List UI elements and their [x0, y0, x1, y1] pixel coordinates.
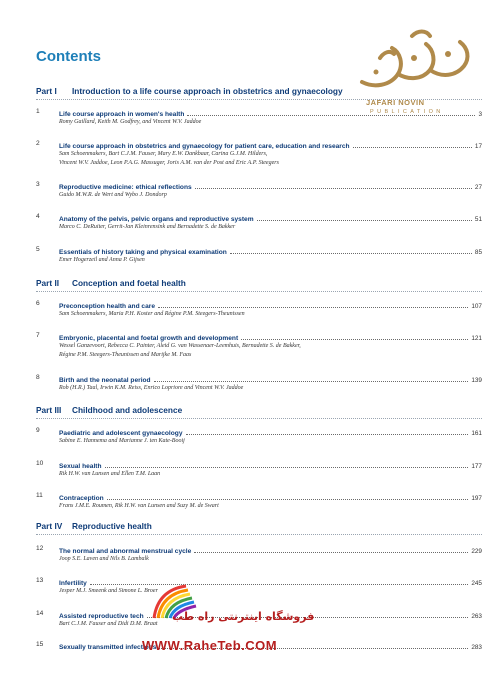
- page-number: 3: [478, 111, 482, 118]
- chapter-authors: Rob (H.R.) Taal, Irwin K.M. Reiss, Enrico Lopriore and Vincent W.V. Jaddoe: [59, 385, 244, 391]
- watermark-persian-text: فروشگاه اینترنتی راه طب: [172, 610, 315, 623]
- store-watermark: [142, 582, 342, 694]
- chapter-number: 9: [36, 427, 40, 434]
- chapter-number: 6: [36, 300, 40, 307]
- part-label: Part IV: [36, 521, 63, 531]
- dot-leader: [241, 338, 468, 340]
- dot-leader: [257, 219, 472, 221]
- chapter-number: 14: [36, 610, 44, 617]
- chapter-number: 11: [36, 492, 43, 499]
- chapter-title[interactable]: Anatomy of the pelvis, pelvic organs and reproductive system: [59, 216, 254, 223]
- page-number: 107: [471, 303, 482, 310]
- publisher-emblem-icon: [352, 28, 482, 98]
- chapter-title[interactable]: Sexually transmitted infections: [59, 644, 157, 651]
- chapter-authors: Frans J.M.E. Roumen, Rik H.W. van Lunsen and Suzy M. de Swart: [59, 503, 219, 509]
- chapter-title[interactable]: Life course approach in women's health: [59, 111, 185, 118]
- chapter-title[interactable]: Embryonic, placental and foetal growth and development: [59, 335, 239, 342]
- page-number: 121: [471, 335, 482, 342]
- chapter-title[interactable]: Assisted reproductive tech: [59, 613, 144, 620]
- part-label: Part I: [36, 86, 57, 96]
- part-divider: [36, 418, 482, 419]
- page-number: 283: [471, 644, 482, 651]
- dot-leader: [194, 551, 468, 553]
- chapter-number: 3: [36, 181, 40, 188]
- chapter-authors: Joop S.E. Laven and Nils B. Lambalk: [59, 556, 149, 562]
- page-number: 161: [471, 430, 482, 437]
- part-label: Part II: [36, 278, 60, 288]
- dot-leader: [158, 306, 468, 308]
- chapter-number: 15: [36, 641, 44, 648]
- part-heading: [36, 405, 182, 415]
- chapter-authors: Vincent W.V. Jaddoe, Leon P.A.G. Massuger, Joris A.M. van der Post and Eric A.P. Steegers: [59, 160, 279, 166]
- page-number: 51: [474, 216, 482, 223]
- dot-leader: [195, 187, 472, 189]
- dot-leader: [230, 252, 472, 254]
- chapter-authors: Sabine E. Hannema and Marianne J. ten Kate-Booij: [59, 438, 185, 444]
- part-divider: [36, 99, 482, 100]
- page-number: 245: [471, 580, 482, 587]
- chapter-authors: Emer Hogerzeil and Anna P. Gijsen: [59, 257, 145, 263]
- chapter-title[interactable]: The normal and abnormal menstrual cycle: [59, 548, 192, 555]
- chapter-authors: Sam Schoenmakers, Maria P.H. Koster and Régine P.M. Steegers-Theunissen: [59, 311, 245, 317]
- chapter-authors: Bart C.J.M. Fauser and Didi D.M. Braat: [59, 621, 158, 627]
- part-title: Childhood and adolescence: [72, 405, 183, 415]
- part-divider: [36, 291, 482, 292]
- chapter-title[interactable]: Contraception: [59, 495, 104, 502]
- chapter-authors: Romy Gaillard, Keith M. Godfrey, and Vincent W.V. Jaddoe: [59, 119, 202, 125]
- chapter-title[interactable]: Birth and the neonatal period: [59, 377, 151, 384]
- chapter-title[interactable]: Sexual health: [59, 463, 102, 470]
- page-number: 139: [471, 377, 482, 384]
- part-divider: [36, 534, 482, 535]
- chapter-title[interactable]: Life course approach in obstetrics and gynaecology for patient care, education and research: [59, 143, 350, 150]
- part-title: Reproductive health: [72, 521, 152, 531]
- chapter-title[interactable]: Preconception health and care: [59, 303, 156, 310]
- dot-leader: [353, 146, 472, 148]
- chapter-authors: Rik H.W. van Lunsen and Ellen T.M. Laan: [59, 471, 161, 477]
- watermark-url: WWW.RaheTeb.COM: [142, 638, 278, 653]
- chapter-authors: Régine P.M. Steegers-Theunissen and Marijke M. Faas: [59, 352, 192, 358]
- chapter-authors: Marco C. DeRuiter, Gerrit-Jan Kleinrensink and Bernadette S. de Bakker: [59, 224, 236, 230]
- chapter-number: 12: [36, 545, 44, 552]
- chapter-authors: Guido M.W.R. de Wert and Wybo J. Dondorp: [59, 192, 167, 198]
- page-number: 197: [471, 495, 482, 502]
- page-number: 263: [471, 613, 482, 620]
- contents-heading: Contents: [36, 48, 101, 65]
- part-title: Conception and foetal health: [72, 278, 186, 288]
- publisher-name: JAFARI NOVIN: [366, 98, 425, 107]
- chapter-number: 10: [36, 460, 44, 467]
- page-number: 27: [474, 184, 482, 191]
- chapter-number: 5: [36, 246, 40, 253]
- page-number: 17: [474, 143, 482, 150]
- chapter-title[interactable]: Essentials of history taking and physical examination: [59, 249, 227, 256]
- dot-leader: [154, 380, 469, 382]
- chapter-number: 7: [36, 332, 40, 339]
- chapter-authors: Jesper M.J. Smeenk and Simone L. Broer: [59, 588, 158, 594]
- part-heading: [36, 86, 343, 96]
- page-number: 177: [471, 463, 482, 470]
- part-heading: [36, 521, 152, 531]
- chapter-title[interactable]: Infertility: [59, 580, 87, 587]
- chapter-number: 1: [36, 108, 40, 115]
- dot-leader: [107, 498, 469, 500]
- part-heading: [36, 278, 186, 288]
- chapter-number: 4: [36, 213, 40, 220]
- chapter-number: 13: [36, 577, 44, 584]
- chapter-authors: Sam Schoenmakers, Bart C.J.M. Fauser, Mary E.W. Dankbaar, Carina G.J.M. Hilders,: [59, 151, 268, 157]
- chapter-title[interactable]: Paediatric and adolescent gynaecology: [59, 430, 183, 437]
- chapter-authors: Wessel Ganzevoort, Rebecca C. Painter, Aleid G. van Wassenaer-Leemhuis, Bernadette S. de Bakker,: [59, 343, 301, 349]
- part-title: Introduction to a life course approach in obstetrics and gynaecology: [72, 86, 343, 96]
- dot-leader: [186, 433, 469, 435]
- chapter-number: 2: [36, 140, 40, 147]
- chapter-title[interactable]: Reproductive medicine: ethical reflections: [59, 184, 192, 191]
- part-label: Part III: [36, 405, 62, 415]
- dot-leader: [187, 114, 475, 116]
- publisher-subtitle: PUBLICATION: [370, 109, 444, 115]
- chapter-number: 8: [36, 374, 40, 381]
- page-number: 85: [474, 249, 482, 256]
- dot-leader: [105, 466, 469, 468]
- page-number: 229: [471, 548, 482, 555]
